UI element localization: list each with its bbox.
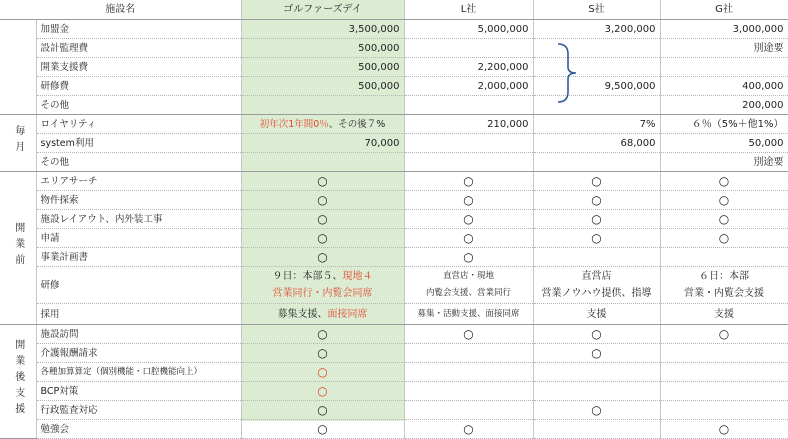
- hiring-g-company: 支援: [660, 304, 788, 325]
- cell-value: 50,000: [660, 134, 788, 153]
- cell-value: [241, 153, 404, 172]
- row-label: system利用: [36, 134, 241, 153]
- table-row: [0, 77, 788, 96]
- header-facility-label: 施設名: [0, 0, 241, 20]
- training-g-company: ６日：本部 営業・内覧会支援: [660, 267, 788, 304]
- row-label: 研修費: [36, 77, 241, 96]
- hiring-golfersday: 募集支援、面接同席: [241, 304, 404, 325]
- curly-brace-icon: [556, 42, 578, 104]
- cell-value: ６％（5%＋他1%）: [660, 115, 788, 134]
- table-row: [0, 96, 788, 115]
- check-mark: [533, 248, 660, 267]
- table-row: [0, 248, 788, 267]
- header-s-company: S社: [533, 0, 660, 20]
- row-label: 事業計画書: [36, 248, 241, 267]
- training-l-company: 直営店・現地 内覧会支援、営業同行: [404, 267, 533, 304]
- table-row: [0, 210, 788, 229]
- check-mark: ○: [241, 420, 404, 439]
- row-label: 物件探索: [36, 191, 241, 210]
- cell-value: 400,000: [660, 77, 788, 96]
- table-row: [0, 134, 788, 153]
- check-mark: [533, 420, 660, 439]
- table-row-hiring: [0, 304, 788, 325]
- check-mark: ○: [241, 401, 404, 420]
- cell-value: 500,000: [241, 77, 404, 96]
- cell-value: 500,000: [241, 58, 404, 77]
- group-monthly: 毎月: [0, 115, 36, 172]
- table-row: [0, 115, 788, 134]
- check-mark: ○: [533, 325, 660, 344]
- check-mark: ○: [241, 210, 404, 229]
- check-mark: [660, 401, 788, 420]
- row-label: その他: [36, 96, 241, 115]
- check-mark: ○: [404, 229, 533, 248]
- check-mark: ○: [241, 344, 404, 363]
- check-mark: ○: [404, 210, 533, 229]
- row-label: エリアサーチ: [36, 172, 241, 191]
- table-row: [0, 58, 788, 77]
- table-row: [0, 39, 788, 58]
- check-mark: ○: [404, 325, 533, 344]
- check-mark: [660, 382, 788, 401]
- row-label: 各種加算算定（個別機能・口腔機能向上）: [36, 363, 241, 382]
- group-initial: [0, 20, 36, 115]
- table-row: [0, 191, 788, 210]
- row-label: 設計監理費: [36, 39, 241, 58]
- cell-value: 別途要: [660, 39, 788, 58]
- royalty-golfersday: 初年次1年間0％、その後７%: [241, 115, 404, 134]
- table-row: [0, 172, 788, 191]
- check-mark: [660, 363, 788, 382]
- row-label: 行政監査対応: [36, 401, 241, 420]
- cell-value: 2,200,000: [404, 58, 533, 77]
- cell-value: [533, 153, 660, 172]
- table-row: [0, 363, 788, 382]
- check-mark: ○: [241, 382, 404, 401]
- cell-value: 3,000,000: [660, 20, 788, 39]
- cell-value: 68,000: [533, 134, 660, 153]
- cell-value: 500,000: [241, 39, 404, 58]
- check-mark: ○: [533, 191, 660, 210]
- check-mark: ○: [404, 248, 533, 267]
- cell-value: 200,000: [660, 96, 788, 115]
- row-label: 勉強会: [36, 420, 241, 439]
- cell-value: [533, 39, 660, 58]
- row-label: 申請: [36, 229, 241, 248]
- check-mark: ○: [660, 420, 788, 439]
- cell-value: 別途要: [660, 153, 788, 172]
- cell-value: 9,500,000: [533, 77, 660, 96]
- check-mark: [533, 382, 660, 401]
- cell-value: 2,000,000: [404, 77, 533, 96]
- cell-value: [533, 96, 660, 115]
- group-post-open: 開業後支援: [0, 325, 36, 439]
- row-label: 研修: [36, 267, 241, 304]
- check-mark: [404, 401, 533, 420]
- check-mark: ○: [241, 363, 404, 382]
- hiring-s-company: 支援: [533, 304, 660, 325]
- cell-value: 210,000: [404, 115, 533, 134]
- table-row-training: [0, 267, 788, 304]
- cell-value: 70,000: [241, 134, 404, 153]
- cell-value: [660, 58, 788, 77]
- check-mark: ○: [404, 420, 533, 439]
- check-mark: [404, 363, 533, 382]
- table-row: [0, 20, 788, 39]
- check-mark: ○: [533, 229, 660, 248]
- cell-value: 3,200,000: [533, 20, 660, 39]
- check-mark: ○: [533, 210, 660, 229]
- group-pre-open: 開業前: [0, 172, 36, 325]
- cell-value: [404, 96, 533, 115]
- row-label: 介護報酬請求: [36, 344, 241, 363]
- check-mark: ○: [660, 325, 788, 344]
- check-mark: [533, 363, 660, 382]
- check-mark: ○: [533, 344, 660, 363]
- training-golfersday: ９日：本部５、現地４ 営業同行・内覧会同席: [241, 267, 404, 304]
- cell-value: [404, 39, 533, 58]
- row-label: 採用: [36, 304, 241, 325]
- table-row: [0, 325, 788, 344]
- check-mark: ○: [660, 229, 788, 248]
- check-mark: ○: [533, 401, 660, 420]
- cell-value: [404, 153, 533, 172]
- cell-value: 7%: [533, 115, 660, 134]
- row-label: その他: [36, 153, 241, 172]
- row-label: 施設訪問: [36, 325, 241, 344]
- row-label: 加盟金: [36, 20, 241, 39]
- check-mark: ○: [241, 248, 404, 267]
- check-mark: [660, 248, 788, 267]
- check-mark: ○: [404, 172, 533, 191]
- table-row: [0, 153, 788, 172]
- row-label: BCP対策: [36, 382, 241, 401]
- check-mark: [404, 382, 533, 401]
- check-mark: [404, 344, 533, 363]
- check-mark: ○: [660, 191, 788, 210]
- header-l-company: L社: [404, 0, 533, 20]
- cell-value: [533, 58, 660, 77]
- table-row: [0, 229, 788, 248]
- row-label: 開業支援費: [36, 58, 241, 77]
- table-row: [0, 344, 788, 363]
- check-mark: ○: [241, 172, 404, 191]
- header-g-company: G社: [660, 0, 788, 20]
- row-label: ロイヤリティ: [36, 115, 241, 134]
- header-row: [0, 0, 788, 20]
- row-label: 施設レイアウト、内外装工事: [36, 210, 241, 229]
- training-s-company: 直営店 営業ノウハウ提供、指導: [533, 267, 660, 304]
- check-mark: ○: [241, 325, 404, 344]
- check-mark: ○: [660, 210, 788, 229]
- table-row: [0, 382, 788, 401]
- cell-value: 5,000,000: [404, 20, 533, 39]
- check-mark: ○: [533, 172, 660, 191]
- hiring-l-company: 募集・活動支援、面接同席: [404, 304, 533, 325]
- check-mark: [660, 344, 788, 363]
- check-mark: ○: [660, 172, 788, 191]
- check-mark: ○: [241, 191, 404, 210]
- cell-value: 3,500,000: [241, 20, 404, 39]
- table-row: [0, 401, 788, 420]
- cell-value: [241, 96, 404, 115]
- check-mark: ○: [404, 191, 533, 210]
- header-golfersday: ゴルファーズデイ: [241, 0, 404, 20]
- table-row: [0, 420, 788, 439]
- cell-value: [404, 134, 533, 153]
- check-mark: ○: [241, 229, 404, 248]
